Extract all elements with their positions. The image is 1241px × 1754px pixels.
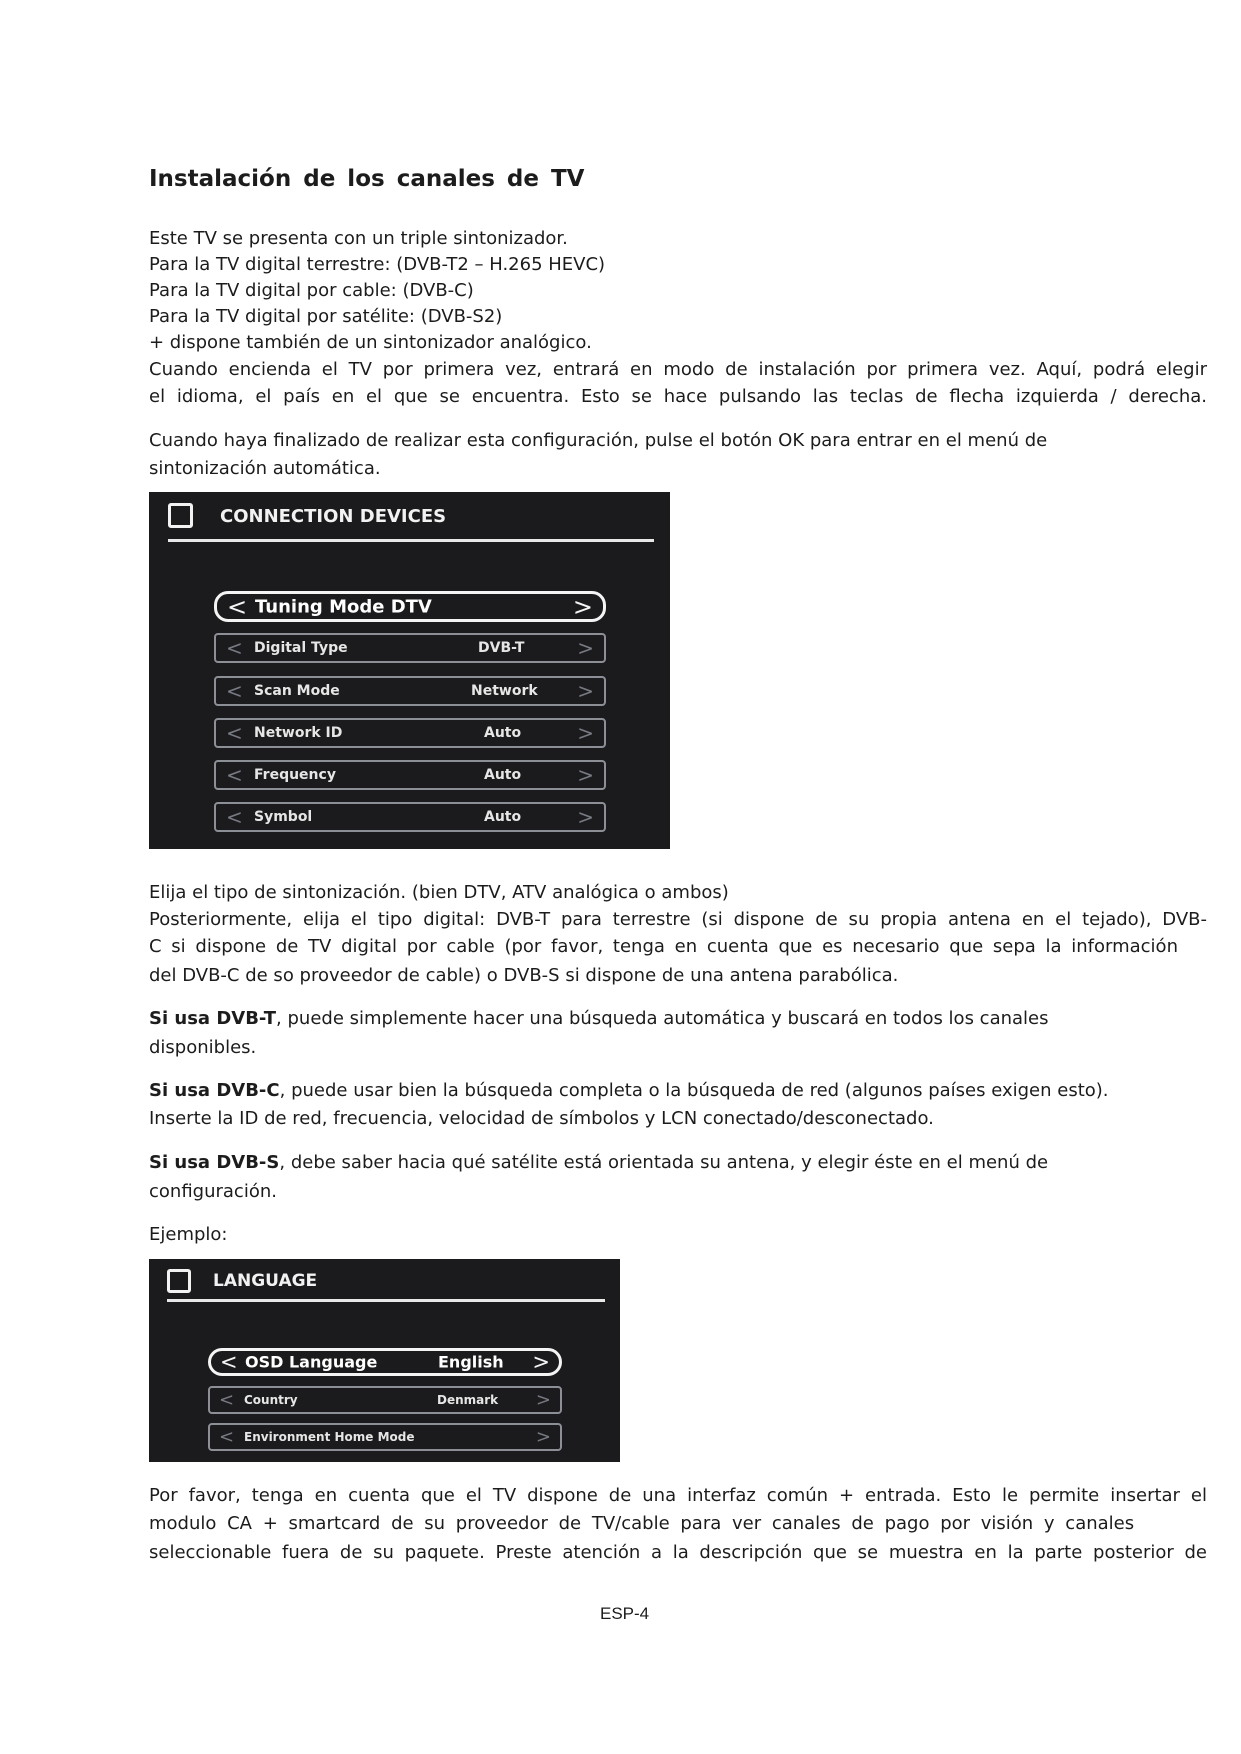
paragraph-line: C si dispone de TV digital por cable (por favor, tenga en cuenta que es necesario que sepa la información xyxy=(149,936,1178,957)
menu-header-title: LANGUAGE xyxy=(213,1271,318,1291)
dvbs-line: Si usa DVB-S, debe saber hacia qué satélite está orientada su antena, y elegir éste en el menú de xyxy=(149,1152,1049,1173)
dvbc-line: Inserte la ID de red, frecuencia, velocidad de símbolos y LCN conectado/desconectado. xyxy=(149,1108,934,1129)
menu-row-environment-home-mode[interactable]: < Environment Home Mode > xyxy=(208,1423,562,1451)
chevron-right-icon[interactable]: > xyxy=(577,636,594,660)
chevron-left-icon[interactable]: < xyxy=(226,636,243,660)
chevron-right-icon[interactable]: > xyxy=(577,721,594,745)
chevron-left-icon[interactable]: < xyxy=(226,679,243,703)
menu-row-network-id[interactable]: < Network ID Auto > xyxy=(214,718,606,748)
paragraph-line: del DVB-C de so proveedor de cable) o DVB-S si dispone de una antena parabólica. xyxy=(149,965,899,986)
chevron-right-icon[interactable]: > xyxy=(577,763,594,787)
menu-row-frequency[interactable]: < Frequency Auto > xyxy=(214,760,606,790)
chevron-left-icon[interactable]: < xyxy=(226,763,243,787)
menu-row-digital-type[interactable]: < Digital Type DVB-T > xyxy=(214,633,606,663)
paragraph-line: Cuando encienda el TV por primera vez, entrará en modo de instalación por primera vez. Aquí, podrá elegir xyxy=(149,359,1207,380)
page-title: Instalación de los canales de TV xyxy=(149,166,585,192)
page-number: ESP-4 xyxy=(600,1604,650,1623)
language-menu xyxy=(149,1259,620,1462)
paragraph-line: Elija el tipo de sintonización. (bien DTV, ATV analógica o ambos) xyxy=(149,882,729,903)
paragraph-line: Cuando haya finalizado de realizar esta configuración, pulse el botón OK para entrar en el menú de xyxy=(149,430,1048,451)
menu-divider xyxy=(167,1299,605,1302)
menu-header-title: CONNECTION DEVICES xyxy=(220,506,447,527)
chevron-left-icon[interactable]: < xyxy=(220,1350,238,1374)
chevron-right-icon[interactable]: > xyxy=(572,592,593,621)
chevron-right-icon[interactable]: > xyxy=(577,805,594,829)
menu-row-osd-language[interactable]: < OSD Language English > xyxy=(208,1348,562,1376)
chevron-left-icon[interactable]: < xyxy=(226,805,243,829)
intro-line: Este TV se presenta con un triple sintonizador. xyxy=(149,228,568,249)
intro-line: Para la TV digital por satélite: (DVB-S2) xyxy=(149,306,503,327)
example-label: Ejemplo: xyxy=(149,1224,228,1245)
menu-row-tuning-mode[interactable]: < Tuning Mode DTV > xyxy=(214,591,606,622)
paragraph-line: Posteriormente, elija el tipo digital: DVB-T para terrestre (si dispone de su propia antena en el tejado), DVB- xyxy=(149,909,1207,930)
paragraph-line: modulo CA + smartcard de su proveedor de TV/cable para ver canales de pago por visión y canales xyxy=(149,1513,1135,1534)
chevron-right-icon[interactable]: > xyxy=(577,679,594,703)
paragraph-line: el idioma, el país en el que se encuentra. Esto se hace pulsando las teclas de flecha izquierda / derecha. xyxy=(149,386,1207,407)
menu-row-country[interactable]: < Country Denmark > xyxy=(208,1386,562,1414)
chevron-right-icon[interactable]: > xyxy=(535,1389,551,1411)
dvbs-line: configuración. xyxy=(149,1181,277,1202)
paragraph-line: seleccionable fuera de su paquete. Preste atención a la descripción que se muestra en la parte posterior de xyxy=(149,1542,1207,1563)
chevron-right-icon[interactable]: > xyxy=(532,1350,550,1374)
menu-header-icon xyxy=(168,503,193,528)
chevron-right-icon[interactable]: > xyxy=(535,1426,551,1448)
intro-line: + dispone también de un sintonizador analógico. xyxy=(149,332,592,353)
menu-divider xyxy=(168,539,654,542)
chevron-left-icon[interactable]: < xyxy=(219,1389,235,1411)
paragraph-line: Por favor, tenga en cuenta que el TV dispone de una interfaz común + entrada. Esto le permite insertar el xyxy=(149,1485,1207,1506)
menu-header-icon xyxy=(167,1269,191,1293)
menu-row-symbol[interactable]: < Symbol Auto > xyxy=(214,802,606,832)
chevron-left-icon[interactable]: < xyxy=(227,592,248,621)
connection-devices-menu xyxy=(149,492,670,849)
intro-line: Para la TV digital terrestre: (DVB-T2 – H.265 HEVC) xyxy=(149,254,606,275)
menu-row-scan-mode[interactable]: < Scan Mode Network > xyxy=(214,676,606,706)
chevron-left-icon[interactable]: < xyxy=(219,1426,235,1448)
paragraph-line: sintonización automática. xyxy=(149,458,381,479)
intro-line: Para la TV digital por cable: (DVB-C) xyxy=(149,280,474,301)
dvbt-line: Si usa DVB-T, puede simplemente hacer una búsqueda automática y buscará en todos los canales xyxy=(149,1008,1049,1029)
dvbt-line: disponibles. xyxy=(149,1037,257,1058)
dvbc-line: Si usa DVB-C, puede usar bien la búsqueda completa o la búsqueda de red (algunos países exigen esto). xyxy=(149,1080,1109,1101)
chevron-left-icon[interactable]: < xyxy=(226,721,243,745)
